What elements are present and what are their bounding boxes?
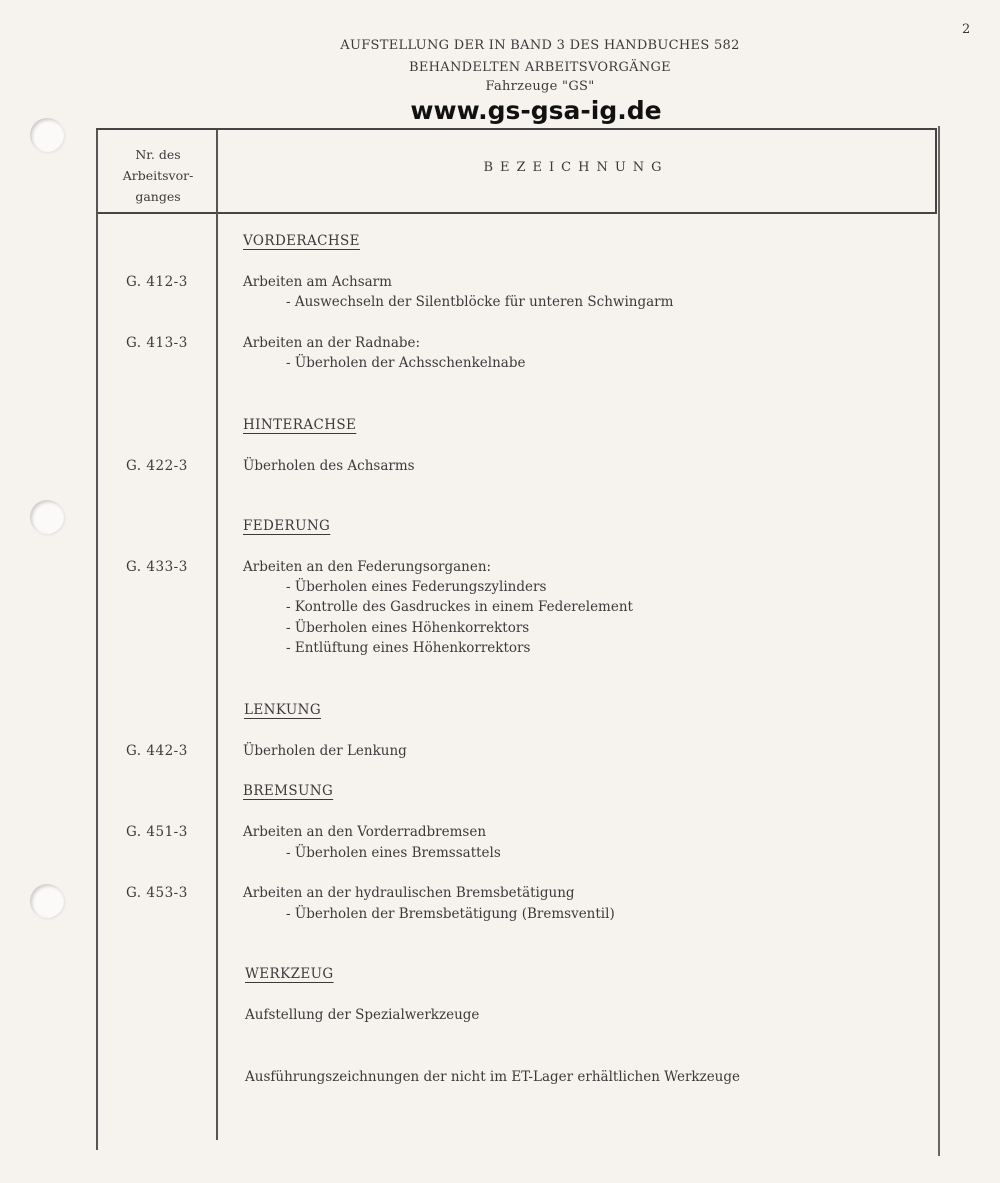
column-divider [216, 130, 218, 1140]
tool-list-entry: Aufstellung der Spezialwerkzeuge [245, 1007, 480, 1023]
column-header-description: BEZEICHNUNG [483, 160, 669, 175]
operation-subitem: - Kontrolle des Gasdruckes in einem Federelement [286, 599, 633, 615]
document-title-line-1: AUFSTELLUNG DER IN BAND 3 DES HANDBUCHES 582 [340, 38, 740, 53]
operation-subitem: - Überholen eines Federungszylinders [286, 579, 547, 595]
operation-subitem: - Überholen eines Höhenkorrektors [286, 620, 530, 636]
punch-hole [30, 884, 64, 918]
operation-number: G. 412-3 [126, 274, 188, 290]
operation-title: Überholen des Achsarms [243, 458, 415, 474]
section-title-federung: FEDERUNG [243, 518, 331, 534]
operation-title: Arbeiten an den Federungsorganen: [243, 559, 492, 575]
column-header-line: Nr. des [135, 147, 181, 162]
operation-title: Arbeiten an der Radnabe: [243, 335, 421, 351]
document-title-line-2: BEHANDELTEN ARBEITSVORGÄNGE [409, 60, 671, 75]
operation-number: G. 453-3 [126, 885, 188, 901]
column-header-number [108, 144, 208, 207]
operation-title: Arbeiten an den Vorderradbremsen [243, 824, 487, 840]
column-header-line: Arbeitsvor- [122, 168, 194, 183]
operation-title: Arbeiten an der hydraulischen Bremsbetätigung [243, 885, 575, 901]
vehicle-line: Fahrzeuge "GS" [485, 79, 595, 94]
column-header-line: ganges [135, 189, 181, 204]
operation-number: G. 422-3 [126, 458, 188, 474]
operation-number: G. 442-3 [126, 743, 188, 759]
operation-title: Überholen der Lenkung [243, 743, 407, 759]
operation-title: Arbeiten am Achsarm [243, 274, 392, 290]
section-title-werkzeug: WERKZEUG [245, 966, 334, 982]
operation-number: G. 433-3 [126, 559, 188, 575]
website-watermark: www.gs-gsa-ig.de [410, 96, 662, 125]
tool-drawings-entry: Ausführungszeichnungen der nicht im ET-Lager erhältlichen Werkzeuge [245, 1069, 741, 1085]
operation-subitem: - Überholen der Bremsbetätigung (Bremsventil) [286, 906, 615, 922]
operation-subitem: - Überholen eines Bremssattels [286, 845, 501, 861]
page-number: 2 [962, 22, 971, 37]
table-left-border [96, 130, 98, 1150]
section-title-hinterachse: HINTERACHSE [243, 417, 357, 433]
operation-subitem: - Auswechseln der Silentblöcke für unteren Schwingarm [286, 294, 674, 310]
section-title-bremsung: BREMSUNG [243, 783, 334, 799]
punch-hole [30, 118, 64, 152]
operation-subitem: - Überholen der Achsschenkelnabe [286, 355, 526, 371]
section-title-vorderachse: VORDERACHSE [243, 233, 360, 249]
punch-hole [30, 500, 64, 534]
operation-number: G. 451-3 [126, 824, 188, 840]
operation-subitem: - Entlüftung eines Höhenkorrektors [286, 640, 531, 656]
section-title-lenkung: LENKUNG [244, 702, 322, 718]
table-right-border [938, 126, 940, 1156]
operation-number: G. 413-3 [126, 335, 188, 351]
